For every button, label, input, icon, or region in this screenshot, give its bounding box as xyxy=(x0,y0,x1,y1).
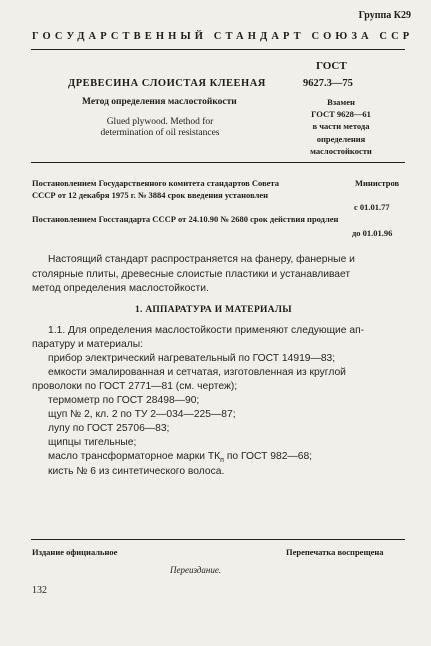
intro-line: метод определения маслостойкости. xyxy=(32,283,209,294)
section-line: щипцы тигельные; xyxy=(48,437,137,448)
replacement-line: определения xyxy=(316,133,366,144)
footer-reprint-prohibited: Перепечатка воспрещена xyxy=(286,547,384,557)
footer-rule xyxy=(31,539,405,540)
section-line: прибор электрический нагревательный по ГОСТ 14919—83; xyxy=(48,353,336,364)
replacement-note xyxy=(296,96,386,157)
english-title-line: determination of oil resistances xyxy=(100,128,220,138)
section-line: кисть № 6 из синтетического волоса. xyxy=(48,466,225,477)
footer-official-edition: Издание официальное xyxy=(32,547,118,557)
section-line: емкости эмалированная и сетчатая, изготовленная из круглой xyxy=(48,367,346,378)
section-line: проволоки по ГОСТ 2771—81 (см. чертеж); xyxy=(32,381,238,392)
section-line: 1.1. Для определения маслостойкости применяют следующие ап- xyxy=(48,325,365,336)
reprint-note: Переиздание. xyxy=(170,565,222,575)
decree-1-date: с 01.01.77 xyxy=(354,202,390,212)
decree-1-line-1-end: Министров xyxy=(355,178,400,188)
decree-1-line-1: Постановлением Государственного комитета стандартов Совета xyxy=(32,178,279,188)
english-title xyxy=(90,117,230,139)
gost-label: ГОСТ xyxy=(316,60,347,72)
section-heading: 1. АППАРАТУРА И МАТЕРИАЛЫ xyxy=(135,305,292,315)
decree-2-line-1: Постановлением Госстандарта СССР от 24.10.90 № 2680 срок действия продлен xyxy=(32,214,339,224)
replacement-line: в части метода xyxy=(312,121,370,132)
intro-line: Настоящий стандарт распространяется на фанеру, фанерные и xyxy=(48,254,355,265)
header-rule xyxy=(31,49,405,50)
document-title: ДРЕВЕСИНА СЛОИСТАЯ КЛЕЕНАЯ xyxy=(68,78,266,89)
decree-1-line-2: СССР от 12 декабря 1975 г. № 3884 срок введения установлен xyxy=(32,190,269,200)
page-number: 132 xyxy=(32,585,47,596)
title-rule xyxy=(31,162,405,163)
english-title-line: Glued plywood. Method for xyxy=(106,117,214,127)
section-line: термометр по ГОСТ 28498—90; xyxy=(48,395,200,406)
section-line: паратуру и материалы: xyxy=(32,339,144,350)
group-code: Группа К29 xyxy=(358,10,411,21)
gost-number: 9627.3—75 xyxy=(303,78,353,89)
document-subtitle: Метод определения маслостойкости xyxy=(82,97,237,107)
replacement-line: ГОСТ 9628—61 xyxy=(311,109,371,120)
oil-standard: по ГОСТ 982—68; xyxy=(223,451,313,462)
replacement-line: Взамен xyxy=(327,97,355,107)
intro-line: столярные плиты, древесные слоистые пластики и устанавливает xyxy=(32,269,351,280)
section-line: лупу по ГОСТ 25706—83; xyxy=(48,423,170,434)
section-line: щуп № 2, кл. 2 по ТУ 2—034—225—87; xyxy=(48,409,236,420)
section-line xyxy=(48,451,312,464)
oil-text: масло трансформаторное марки ТК xyxy=(48,451,221,462)
oil-subscript: п xyxy=(220,457,224,465)
replacement-line: маслостойкости xyxy=(310,145,372,156)
decree-2-date: до 01.01.96 xyxy=(352,228,393,238)
state-standard-banner: ГОСУДАРСТВЕННЫЙ СТАНДАРТ СОЮЗА ССР xyxy=(32,31,414,42)
